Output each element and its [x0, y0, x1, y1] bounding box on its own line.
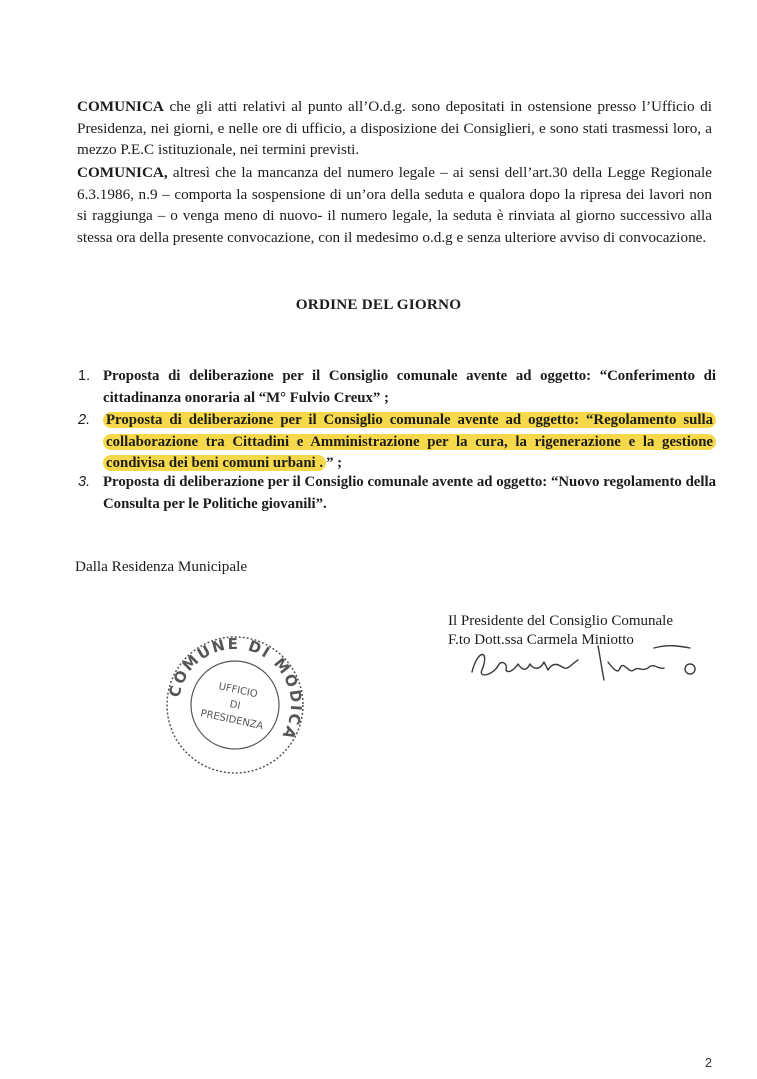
signatory-role: Il Presidente del Consiglio Comunale — [448, 613, 673, 629]
agenda-item-text-end: ” ; — [326, 455, 343, 471]
stamp-inner-line: UFFICIO — [217, 681, 259, 701]
agenda-item-number: 1. — [78, 368, 91, 384]
agenda-item-text — [103, 410, 716, 475]
agenda-item-number: 2. — [78, 412, 91, 428]
notice-paragraph-deposit — [77, 96, 712, 161]
handwritten-signature — [468, 640, 718, 690]
signatory-name: F.to Dott.ssa Carmela Miniotto — [448, 632, 634, 648]
highlight-mark: Proposta di deliberazione per il Consiglio comunale avente ad oggetto: “Regolamento sulla collaborazione tra Cittadini e Amministrazione per la cura, la rigenerazione e la gestione condivisa dei beni comuni urbani . — [103, 412, 716, 471]
agenda-item-number: 3. — [78, 474, 91, 490]
notice-paragraph-quorum — [77, 162, 712, 248]
agenda-item-text: Proposta di deliberazione per il Consiglio comunale avente ad oggetto: “Conferimento di cittadinanza onoraria al “M° Fulvio Creux” ; — [103, 368, 716, 406]
notice-text: che gli atti relativi al punto all’O.d.g. sono depositati in ostensione presso l’Ufficio di Presidenza, nei giorni, e nelle ore di ufficio, a disposizione dei Consiglieri, e sono stati trasmessi loro, a mezzo P.E.C istituzionale, nei termini previsti. — [77, 98, 712, 158]
stamp-inner-line: DI — [228, 699, 242, 712]
stamp-inner-line: PRESIDENZA — [199, 708, 265, 733]
notice-keyword: COMUNICA, — [77, 164, 168, 181]
agenda-item-text: Proposta di deliberazione per il Consiglio comunale avente ad oggetto: “Nuovo regolamento della Consulta per le Politiche giovanili”. — [103, 474, 716, 512]
agenda-title: ORDINE DEL GIORNO — [295, 296, 462, 313]
notice-text: altresì che la mancanza del numero legale – ai sensi dell’art.30 della Legge Regionale 6.3.1986, n.9 – comporta la sospensione di un’ora della seduta e qualora dopo la ripresa dei lavori non si raggiunga – o venga meno di nuovo- il numero legale, la seduta è rinviata al giorno successivo alla stessa ora della presente convocazione, con il medesimo o.d.g e senza ulteriore avviso di convocazione. — [77, 164, 712, 246]
page-number: 2 — [705, 1056, 712, 1070]
place-line: Dalla Residenza Municipale — [75, 558, 248, 575]
official-stamp — [160, 630, 310, 780]
notice-keyword: COMUNICA — [77, 98, 164, 115]
stamp-outer-text: COMUNE DI MODICA — [165, 634, 306, 744]
